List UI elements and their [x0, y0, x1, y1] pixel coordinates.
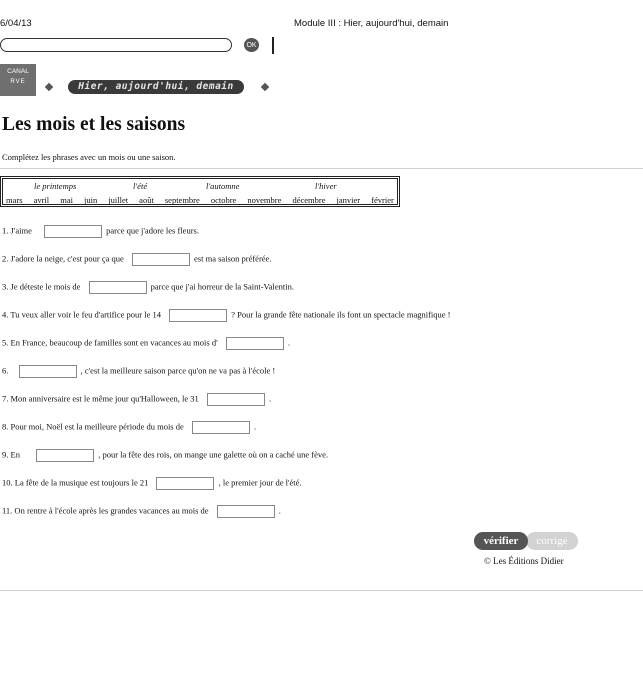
season-label: l'automne: [206, 181, 240, 191]
question-text: , le premier jour de l'été.: [218, 477, 302, 488]
answer-field[interactable]: [132, 253, 190, 266]
question-text: 10. La fête de la musique est toujours le 21: [2, 477, 149, 488]
question-text: , pour la fête des rois, on mange une galette où on a caché une fève.: [98, 449, 329, 460]
question-text: parce que j'adore les fleurs.: [106, 225, 199, 236]
logo-banner: [0, 64, 300, 98]
month-word: septembre: [164, 195, 200, 205]
question-1: [2, 225, 199, 238]
page-title: Les mois et les saisons: [2, 114, 186, 135]
question-11: [2, 505, 281, 518]
search-divider: [272, 37, 274, 54]
month-list: [6, 195, 394, 205]
season-label: le printemps: [34, 181, 77, 191]
question-10: [2, 477, 302, 490]
question-8: [2, 421, 256, 434]
instruction-text: Complétez les phrases avec un mois ou une saison.: [2, 152, 176, 162]
question-3: [2, 281, 294, 294]
month-word: juin: [84, 195, 98, 205]
answer-field[interactable]: [169, 309, 227, 322]
month-word: octobre: [210, 195, 237, 205]
question-text: 1. J'aime: [2, 225, 32, 236]
month-word: décembre: [292, 195, 326, 205]
question-text: 2. J'adore la neige, c'est pour ça que: [2, 253, 124, 264]
question-text: est ma saison préférée.: [194, 253, 272, 264]
month-word: février: [371, 195, 394, 205]
question-text: 7. Mon anniversaire est le même jour qu'Halloween, le 31: [2, 393, 199, 404]
question-9: [2, 449, 328, 462]
header-date: 6/04/13: [0, 18, 32, 29]
answer-field[interactable]: [156, 477, 214, 490]
question-text: 11. On rentre à l'école après les grandes vacances au mois de: [2, 505, 209, 516]
diamond-icon: [261, 83, 269, 91]
search-button[interactable]: OK: [244, 38, 259, 52]
question-text: 4. Tu veux aller voir le feu d'artifice pour le 14: [2, 309, 161, 320]
question-text: .: [269, 393, 272, 404]
footer-divider: [0, 590, 643, 591]
corrige-button[interactable]: corrigé: [526, 532, 578, 550]
module-banner[interactable]: Hier, aujourd'hui, demain: [68, 80, 244, 94]
question-text: .: [287, 337, 290, 348]
verifier-button[interactable]: vérifier: [474, 532, 528, 550]
month-word: novembre: [247, 195, 282, 205]
month-word: mars: [6, 195, 23, 205]
season-label: l'hiver: [315, 181, 337, 191]
month-word: août: [139, 195, 154, 205]
question-text: , c'est la meilleure saison parce qu'on ne va pas à l'école !: [80, 365, 276, 376]
question-text: 9. En: [2, 449, 20, 460]
question-text: 6.: [2, 365, 9, 376]
divider: [0, 168, 643, 169]
word-bank: [0, 176, 400, 207]
header-title: Module III : Hier, aujourd'hui, demain: [294, 18, 449, 29]
answer-field[interactable]: [192, 421, 250, 434]
question-6: [2, 365, 275, 378]
month-word: juillet: [108, 195, 129, 205]
question-text: ? Pour la grande fête nationale ils font un spectacle magnifique !: [231, 309, 451, 320]
question-text: 8. Pour moi, Noël est la meilleure période du mois de: [2, 421, 184, 432]
question-5: [2, 337, 290, 350]
search-input[interactable]: [0, 38, 232, 52]
diamond-icon: [45, 83, 53, 91]
month-word: avril: [33, 195, 50, 205]
question-text: 5. En France, beaucoup de familles sont en vacances au mois d': [2, 337, 218, 348]
question-7: [2, 393, 271, 406]
answer-field[interactable]: [207, 393, 265, 406]
question-text: .: [254, 421, 257, 432]
answer-field[interactable]: [19, 365, 77, 378]
question-text: 3. Je déteste le mois de: [2, 281, 81, 292]
canal-logo-text: CANAL: [7, 68, 29, 75]
question-4: [2, 309, 451, 322]
answer-field[interactable]: [36, 449, 94, 462]
question-text: .: [278, 505, 281, 516]
answer-field[interactable]: [226, 337, 284, 350]
question-2: [2, 253, 271, 266]
canal-logo-sub: RVE: [10, 79, 26, 85]
answer-field[interactable]: [89, 281, 147, 294]
question-text: parce que j'ai horreur de la Saint-Valentin.: [150, 281, 295, 292]
answer-field[interactable]: [217, 505, 275, 518]
season-label: l'été: [133, 181, 148, 191]
copyright-text: © Les Éditions Didier: [484, 556, 564, 566]
answer-field[interactable]: [44, 225, 102, 238]
canal-logo[interactable]: [0, 64, 36, 96]
month-word: mai: [60, 195, 73, 205]
month-word: janvier: [336, 195, 361, 205]
